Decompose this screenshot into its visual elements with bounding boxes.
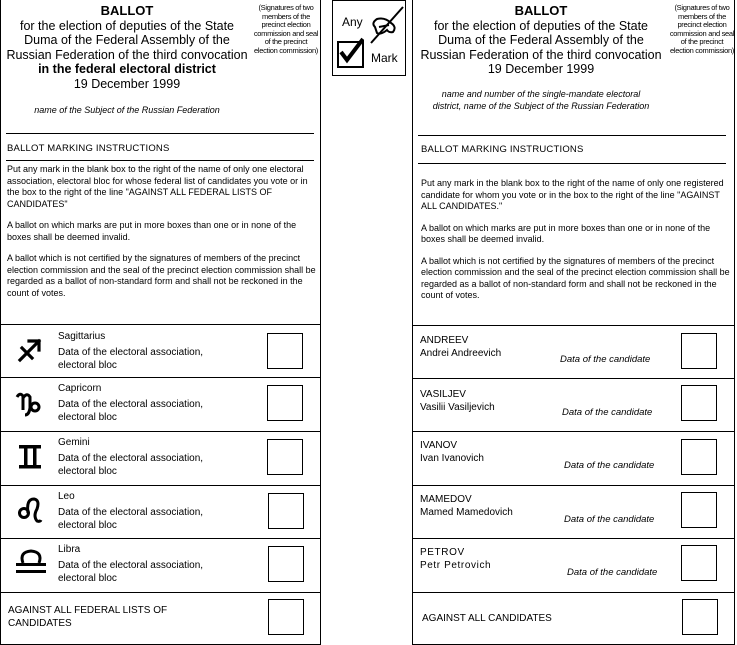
- vote-checkbox-vasiljev[interactable]: [681, 385, 717, 421]
- ballot-title: BALLOT: [100, 3, 154, 18]
- party-name: Sagittarius: [58, 331, 106, 342]
- instructions-text: [7, 164, 317, 309]
- instruction-paragraph: A ballot on which marks are put in more boxes than one or in none of the boxes shall be deemed invalid.: [421, 222, 711, 244]
- vote-checkbox-libra[interactable]: [268, 546, 304, 582]
- candidate-row: [413, 378, 734, 431]
- candidate-given-name: Ivan Ivanovich: [420, 453, 484, 464]
- candidate-data: Data of the candidate: [564, 514, 655, 525]
- ballot-title: BALLOT: [514, 3, 568, 18]
- vote-checkbox-petrov[interactable]: [681, 545, 717, 581]
- vote-checkbox-against-all-candidates[interactable]: [682, 599, 718, 635]
- ballot-header: [1, 4, 253, 91]
- against-label-line: AGAINST ALL FEDERAL LISTS OF: [8, 605, 168, 616]
- candidate-surname: ANDREEV: [420, 335, 469, 346]
- instructions-text: [421, 178, 731, 312]
- election-date: 19 December 1999: [73, 76, 181, 91]
- candidate-row: [413, 538, 734, 592]
- party-data: Data of the electoral association, electoral bloc: [58, 347, 204, 371]
- vote-checkbox-mamedov[interactable]: [681, 492, 717, 528]
- against-row: [413, 592, 734, 645]
- instructions-title: BALLOT MARKING INSTRUCTIONS: [7, 143, 170, 154]
- district-placeholder-line: district, name of the Subject of the Russian Federation: [432, 101, 650, 111]
- election-date: 19 December 1999: [487, 62, 595, 76]
- candidate-row: [413, 431, 734, 485]
- ballot-subtitle-line: Russian Federation of the third convocation: [420, 47, 662, 62]
- candidate-data: Data of the candidate: [567, 567, 658, 578]
- candidate-given-name: Vasilii Vasiljevich: [420, 402, 495, 413]
- libra-icon: [14, 545, 48, 575]
- signature-note: (Signatures of two members of the precinct election commission and seal of the precinct election commission): [669, 3, 735, 55]
- party-list-ballot: [0, 0, 321, 645]
- party-name: Capricorn: [58, 383, 102, 394]
- party-row: [1, 431, 320, 485]
- checkbox-checked-icon: [337, 41, 364, 68]
- vote-checkbox-ivanov[interactable]: [681, 439, 717, 475]
- party-row: [1, 538, 320, 592]
- party-row: [1, 485, 320, 538]
- any-label: Any: [342, 15, 363, 29]
- candidate-data: Data of the candidate: [560, 354, 651, 365]
- hand-writing-pen-icon: [367, 5, 405, 45]
- district-placeholder-line: name and number of the single-mandate electoral: [441, 89, 641, 99]
- candidate-surname: MAMEDOV: [420, 494, 472, 505]
- candidate-given-name: Andrei Andreevich: [420, 348, 502, 359]
- signature-note: (Signatures of two members of the precinct election commission and seal of the precinct election commission): [253, 3, 319, 55]
- party-name: Leo: [58, 491, 75, 502]
- party-data: Data of the electoral association, electoral bloc: [58, 507, 204, 531]
- subject-placeholder: name of the Subject of the Russian Federation: [34, 105, 220, 115]
- single-mandate-ballot: [412, 0, 735, 645]
- divider: [418, 135, 726, 136]
- mark-label: Mark: [371, 51, 398, 65]
- vote-checkbox-capricorn[interactable]: [267, 385, 303, 421]
- instruction-paragraph: A ballot which is not certified by the signatures of members of the precinct election commission and the seal of the precinct election commission shall be regarded as a ballot of non-standard form and shall not be reckoned in the count of votes.: [7, 253, 316, 298]
- candidate-data: Data of the candidate: [562, 407, 653, 418]
- party-data: Data of the electoral association, electoral bloc: [58, 399, 204, 423]
- party-data: Data of the electoral association, electoral bloc: [58, 453, 204, 477]
- gemini-icon: [15, 442, 45, 472]
- vote-checkbox-leo[interactable]: [268, 493, 304, 529]
- instruction-paragraph: Put any mark in the blank box to the right of the name of only one registered candidate for whom you vote or in the box to the right of the line "AGAINST ALL CANDIDATES.": [421, 178, 724, 211]
- vote-checkbox-against-all-lists[interactable]: [268, 599, 304, 635]
- candidate-row: [413, 325, 734, 378]
- candidate-surname: IVANOV: [420, 440, 458, 451]
- divider: [6, 160, 314, 161]
- district-line: in the federal electoral district: [38, 62, 216, 76]
- against-label: AGAINST ALL CANDIDATES: [422, 613, 552, 624]
- against-row: [1, 592, 320, 645]
- ballot-header: [413, 4, 669, 77]
- capricorn-icon: [15, 388, 45, 418]
- party-row: [1, 324, 320, 377]
- candidate-given-name: Petr Petrovich: [420, 560, 492, 571]
- instruction-paragraph: Put any mark in the blank box to the right of the name of only one electoral association, electoral bloc for whose federal list of candidates you vote or in the box to the right of the line "AGAINST ALL FEDERAL LISTS OF CANDIDATES": [7, 164, 308, 209]
- vote-checkbox-gemini[interactable]: [267, 439, 303, 475]
- sagittarius-icon: [15, 335, 45, 365]
- divider: [6, 133, 314, 134]
- ballot-subtitle-line: Russian Federation of the third convocation: [6, 47, 248, 62]
- ballot-subtitle-line: for the election of deputies of the State: [19, 18, 235, 33]
- candidate-data: Data of the candidate: [564, 460, 655, 471]
- instruction-paragraph: A ballot which is not certified by the signatures of members of the precinct election commission and the seal of the precinct election commission shall be regarded as a ballot of non-standard form and shall not be reckoned in the count of votes.: [421, 255, 730, 300]
- district-placeholder: [413, 88, 669, 112]
- against-label-line: CANDIDATES: [8, 618, 72, 629]
- divider: [418, 163, 726, 164]
- ballot-subtitle-line: Duma of the Federal Assembly of the: [438, 33, 644, 47]
- party-name: Gemini: [58, 437, 90, 448]
- party-row: [1, 377, 320, 431]
- party-name: Libra: [58, 544, 81, 555]
- ballot-subtitle-line: Duma of the Federal Assembly of the: [24, 33, 230, 47]
- instruction-paragraph: A ballot on which marks are put in more boxes than one or in none of the boxes shall be deemed invalid.: [7, 220, 297, 242]
- against-label: [8, 604, 167, 630]
- candidate-row: [413, 485, 734, 538]
- vote-checkbox-andreev[interactable]: [681, 333, 717, 369]
- candidate-given-name: Mamed Mamedovich: [420, 507, 513, 518]
- candidate-surname: VASILJEV: [420, 389, 466, 400]
- instructions-title: BALLOT MARKING INSTRUCTIONS: [421, 144, 584, 155]
- any-mark-legend: [332, 0, 406, 76]
- party-data: Data of the electoral association, electoral bloc: [58, 560, 204, 584]
- ballot-subtitle-line: for the election of deputies of the State: [433, 18, 649, 33]
- vote-checkbox-sagittarius[interactable]: [267, 333, 303, 369]
- candidate-surname: PETROV: [420, 547, 465, 558]
- leo-icon: [15, 494, 45, 524]
